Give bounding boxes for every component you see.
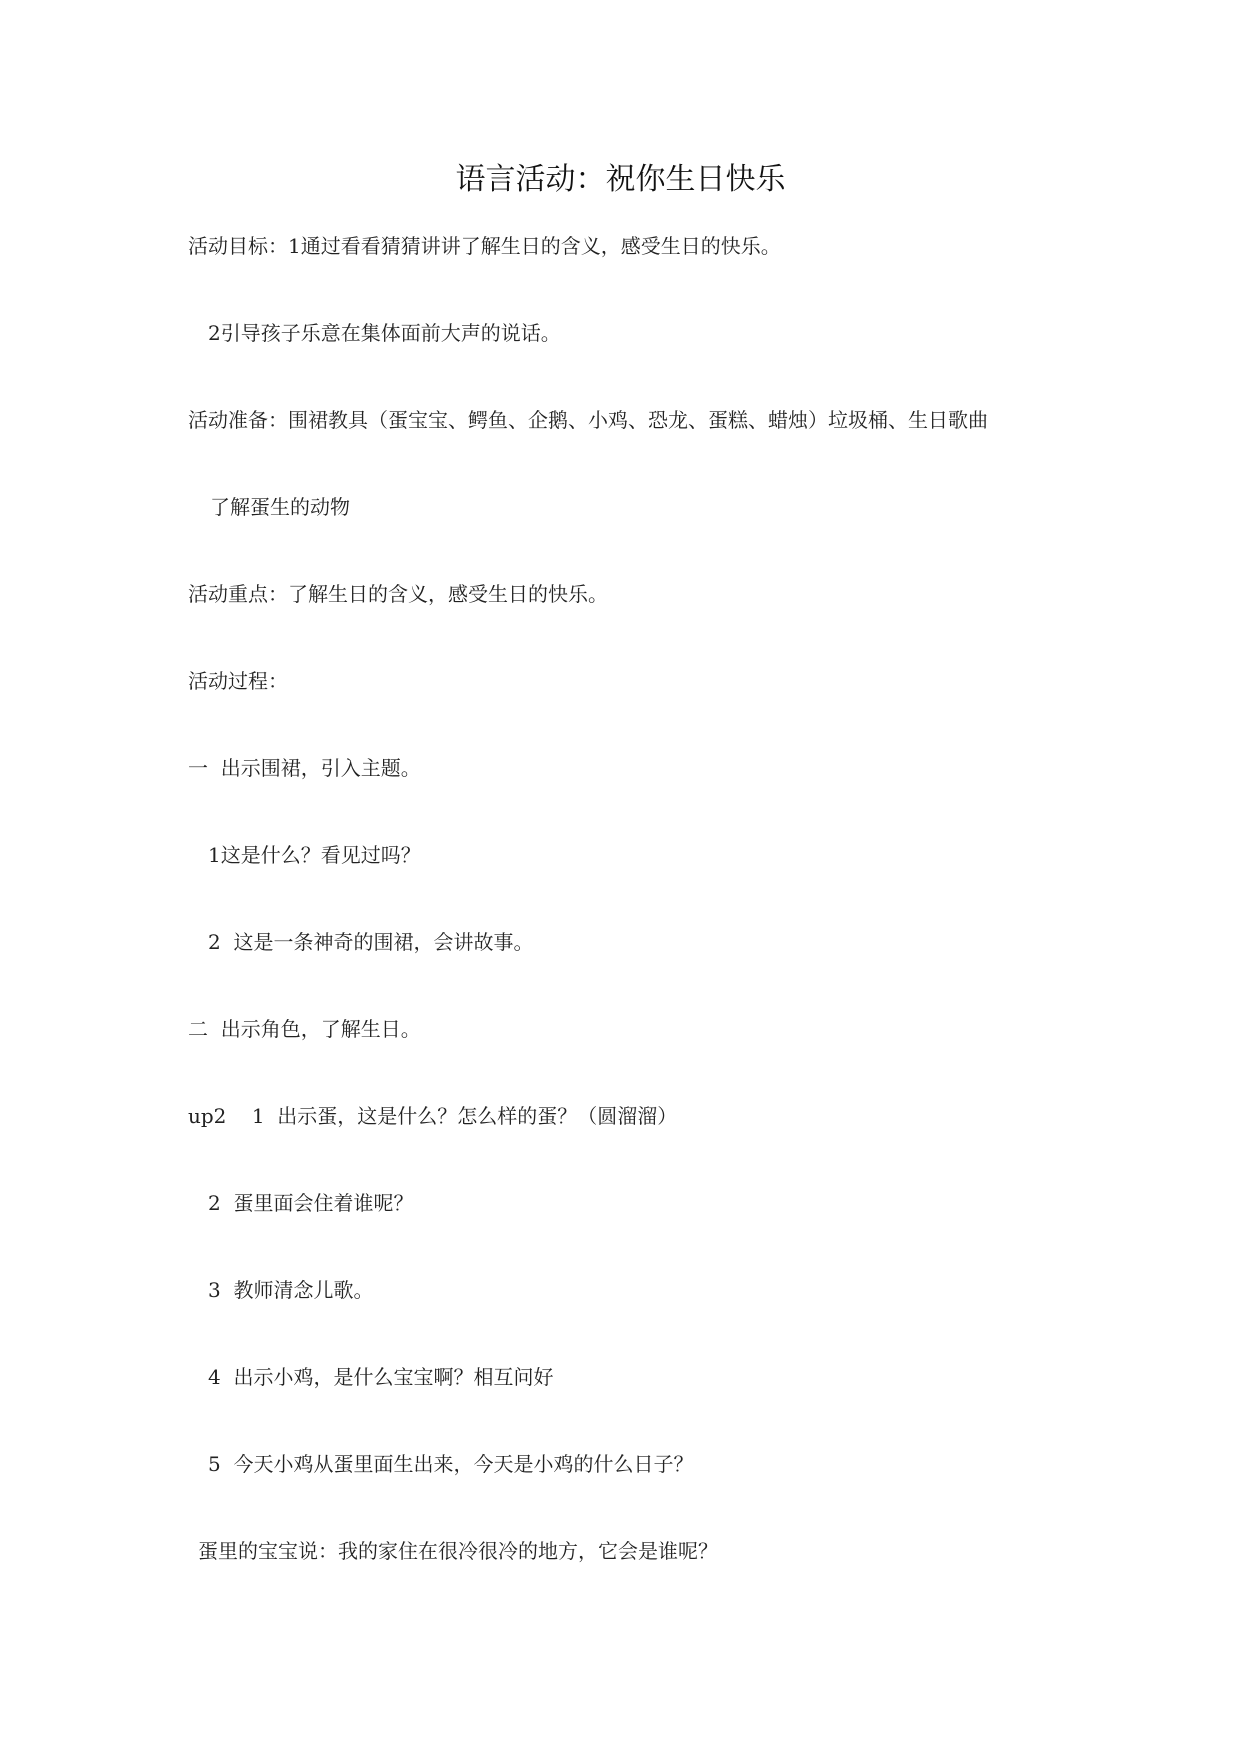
step-one-item-1: 1这是什么？看见过吗？ xyxy=(208,843,421,867)
step-two-item-1: up2 1 出示蛋，这是什么？怎么样的蛋？（圆溜溜） xyxy=(188,1104,678,1128)
preparation-line-1: 活动准备：围裙教具（蛋宝宝、鳄鱼、企鹅、小鸡、恐龙、蛋糕、蜡烛）垃圾桶、生日歌曲 xyxy=(188,408,988,432)
step-two-item-2: 2 蛋里面会住着谁呢？ xyxy=(208,1191,414,1215)
step-one-item-2: 2 这是一条神奇的围裙，会讲故事。 xyxy=(208,930,534,954)
preparation-line-2: 了解蛋生的动物 xyxy=(210,495,350,519)
egg-baby-line: 蛋里的宝宝说：我的家住在很冷很冷的地方，它会是谁呢？ xyxy=(198,1539,718,1563)
key-point-line: 活动重点：了解生日的含义，感受生日的快乐。 xyxy=(188,582,608,606)
step-two-heading: 二 出示角色，了解生日。 xyxy=(188,1017,421,1041)
step-two-item-3: 3 教师清念儿歌。 xyxy=(208,1278,374,1302)
document-title: 语言活动：祝你生日快乐 xyxy=(455,162,786,197)
process-heading: 活动过程： xyxy=(188,669,288,693)
step-one-heading: 一 出示围裙，引入主题。 xyxy=(188,756,421,780)
step-two-item-4: 4 出示小鸡，是什么宝宝啊？相互问好 xyxy=(208,1365,554,1389)
step-two-item-5: 5 今天小鸡从蛋里面生出来，今天是小鸡的什么日子？ xyxy=(208,1452,694,1476)
objective-line-1: 活动目标：1通过看看猜猜讲讲了解生日的含义，感受生日的快乐。 xyxy=(188,234,781,258)
objective-line-2: 2引导孩子乐意在集体面前大声的说话。 xyxy=(208,321,561,345)
